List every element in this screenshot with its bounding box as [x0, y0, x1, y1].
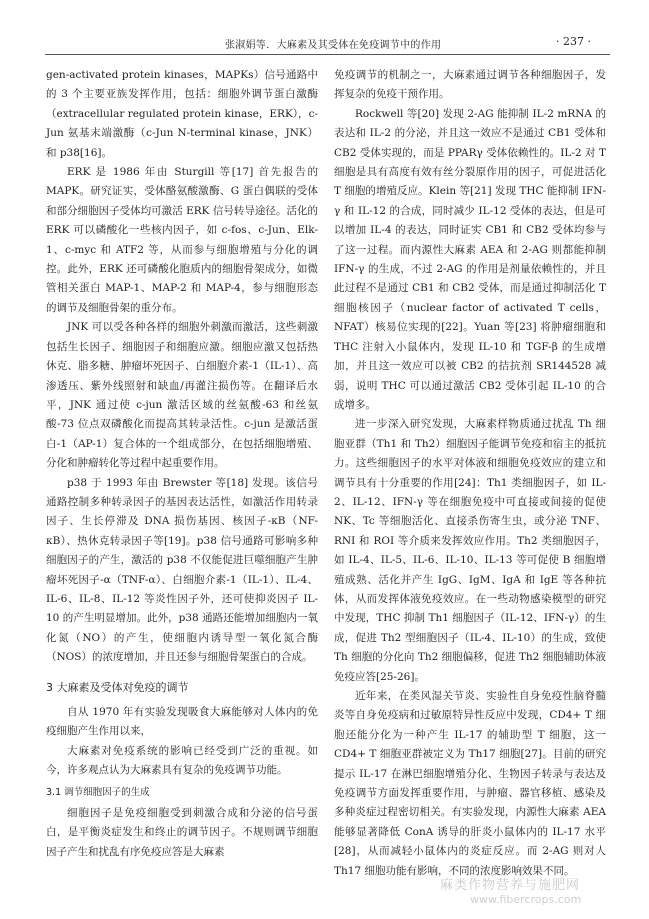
watermark-text: 麻类作物营养与施肥网	[440, 878, 581, 893]
paragraph: JNK 可以受各种各样的细胞外刺激而激活，这些刺激包括生长因子、细胞因子和细胞应激。细胞应激又包括热休克、脂多糖、肿瘤坏死因子、白细胞介素-1（IL-1）、高渗透压、紫外线照射和缺血/再灌注损伤等。在翻译后水平，JNK 通过使 c-jun 激活区域的丝氨酸-63 和丝氨酸-73 位点双磷酸化而提高其转录活性。c-jun 是激活蛋白-1（AP-1）复合体的一个组成部分，在包括细胞增殖、分化和肿瘤转化等过程中起重要作用。	[46, 321, 318, 470]
paragraph: Rockwell 等[20] 发现 2-AG 能抑制 IL-2 mRNA 的表达和 IL-2 的分泌，并且这一效应不是通过 CB1 受体和 CB2 受体实现的，而是 PPARγ 受体依赖性的。IL-2 对 T 细胞是具有高度有效有丝分裂原作用的因子，可促进活化 T 细胞的增殖反应。Klein 等[21] 发现 THC 能抑制 IFN-γ 和 IL-12 的合成，同时减少 IL-12 受体的表达，但是可以增加 IL-4 的表达，同时证实 CB1 和 CB2 受体均参与了这一过程。而内源性大麻素 AEA 和 2-AG 则都能抑制 IFN-γ 的生成，不过 2-AG 的作用是剂量依赖性的，并且此过程不是通过 CB1 和 CB2 受体，而是通过抑制活化 T 细胞核因子（nuclear factor of activated T cells，NFAT）核易位实现的[22]。Yuan 等[23] 将肿瘤细胞和 THC 注射入小鼠体内，发现 IL-10 和 TGF-β 的生成增加，并且这一效应可以被 CB2 的拮抗剂 SR144528 减弱，说明 THC 可以通过激活 CB2 受体引起 IL-10 的合成增多。	[334, 107, 606, 411]
paragraph: p38 于 1993 年由 Brewster 等[18] 发现。该信号通路控制多种转录因子的基因表达活性，如激活作用转录因子、生长停滞及 DNA 损伤基因、核因子-κB（NF-κB）、热休克转录因子等[19]。p38 信号通路可影响多种细胞因子的产生，激活的 p38 不仅能促进巨噬细胞产生肿瘤坏死因子-α（TNF-α）、白细胞介素-1（IL-1）、IL-4、IL-6、IL-8、IL-12 等炎性因子外，还可使抑炎因子 IL-10 的产生明显增加。此外，p38 通路还能增加细胞内一氧化氮（NO）的产生，使细胞内诱导型一氧化氮合酶（NOS）的浓度增加，并且还参与细胞骨架蛋白的合成。	[46, 476, 318, 664]
header-rule	[45, 54, 610, 55]
paragraph: 自从 1970 年有实验发现吸食大麻能够对人体内的免疫细胞产生作用以来，	[46, 706, 318, 738]
page-number: · 237 ·	[556, 35, 591, 48]
paragraph: 细胞因子是免疫细胞受到刺激合成和分泌的信号蛋白，是平衡炎症发生和终止的调节因子。不规则调节细胞因子产生和扰乱有序免疫应答是大麻素	[46, 807, 318, 858]
right-column	[334, 66, 606, 881]
section-heading: 3 大麻素及受体对免疫的调节	[46, 680, 189, 694]
subsection-heading: 3.1 调节细胞因子的生成	[46, 786, 150, 798]
paragraph: gen-activated protein kinases，MAPKs）信号通路中的 3 个主要亚族发挥作用，包括：细胞外调节蛋白激酶（extracellular regulated protein kinase，ERK），c-Jun 氨基末端激酶（c-Jun N-terminal kinase，JNK）和 p38[16]。	[46, 69, 318, 159]
watermark-url: www.fibercrops.com	[470, 893, 582, 906]
paragraph: 近年来，在类风湿关节炎、实验性自身免疫性脑脊髓炎等自身免疫病和过敏原特异性反应中发现，CD4+ T 细胞还能分化为一种产生 IL-17 的辅助型 T 细胞，这一 CD4+ T 细胞亚群被定义为 Th17 细胞[27]。目前的研究提示 IL-17 在淋巴细胞增殖分化、生物因子转录与表达及免疫调节方面发挥重要作用，与肿瘤、器官移植、感染及多种炎症过程密切相关。有实验发现，内源性大麻素 AEA 能够显著降低 ConA 诱导的肝炎小鼠体内的 IL-17 水平[28]，从而减轻小鼠体内的炎症反应。而 2-AG 则对人 Th17 细胞功能有影响，不同的浓度影响效果不同。	[334, 690, 606, 877]
running-title: 张淑娟等．大麻素及其受体在免疫调节中的作用	[225, 40, 442, 51]
page-header	[0, 0, 649, 51]
paragraph: 大麻素对免疫系统的影响已经受到广泛的重视。如今，许多观点认为大麻素具有复杂的免疫调节功能。	[46, 744, 318, 777]
left-column	[46, 66, 318, 862]
paragraph: 免疫调节的机制之一，大麻素通过调节各种细胞因子，发挥复杂的免疫干预作用。	[334, 69, 606, 101]
paragraph: 进一步深入研究发现，大麻素样物质通过扰乱 Th 细胞亚群（Th1 和 Th2）细胞因子能调节免疫和宿主的抵抗力。这些细胞因子的水平对体液和细胞免疫效应的建立和调节具有十分重要的作用[24]：Th1 类细胞因子，如 IL-2、IL-12、IFN-γ 等在细胞免疫中可直接或间接的促使 NK、Tc 等细胞活化、直接杀伤寄生虫，或分泌 TNF、RNI 和 ROI 等介质来发挥效应作用。Th2 类细胞因子，如 IL-4、IL-5、IL-6、IL-10、IL-13 等可促使 B 细胞增殖成熟、活化并产生 IgG、IgM、IgA 和 IgE 等各种抗体，从而发挥体液免疫效应。在一些动物感染模型的研究中发现，THC 抑制 Th1 细胞因子（IL-12、IFN-γ）的生成，促进 Th2 型细胞因子（IL-4、IL-10）的生成，致使 Th 细胞的分化向 Th2 细胞偏移，促进 Th2 细胞辅助体液免疫应答[25-26]。	[334, 418, 606, 683]
paragraph: ERK 是 1986 年由 Sturgill 等[17] 首先报告的 MAPK。研究证实，受体酪氨酸激酶、G 蛋白偶联的受体和部分细胞因子受体均可激活 ERK 信号转导途径。活化的 ERK 可以磷酸化一些核内因子，如 c-fos、c-Jun、Elk-1、c-myc 和 ATF2 等，从而参与细胞增殖与分化的调控。此外，ERK 还可磷酸化胞质内的细胞骨架成分，如微管相关蛋白 MAP-1、MAP-2 和 MAP-4，参与细胞形态的调节及细胞骨架的重分布。	[46, 166, 318, 314]
